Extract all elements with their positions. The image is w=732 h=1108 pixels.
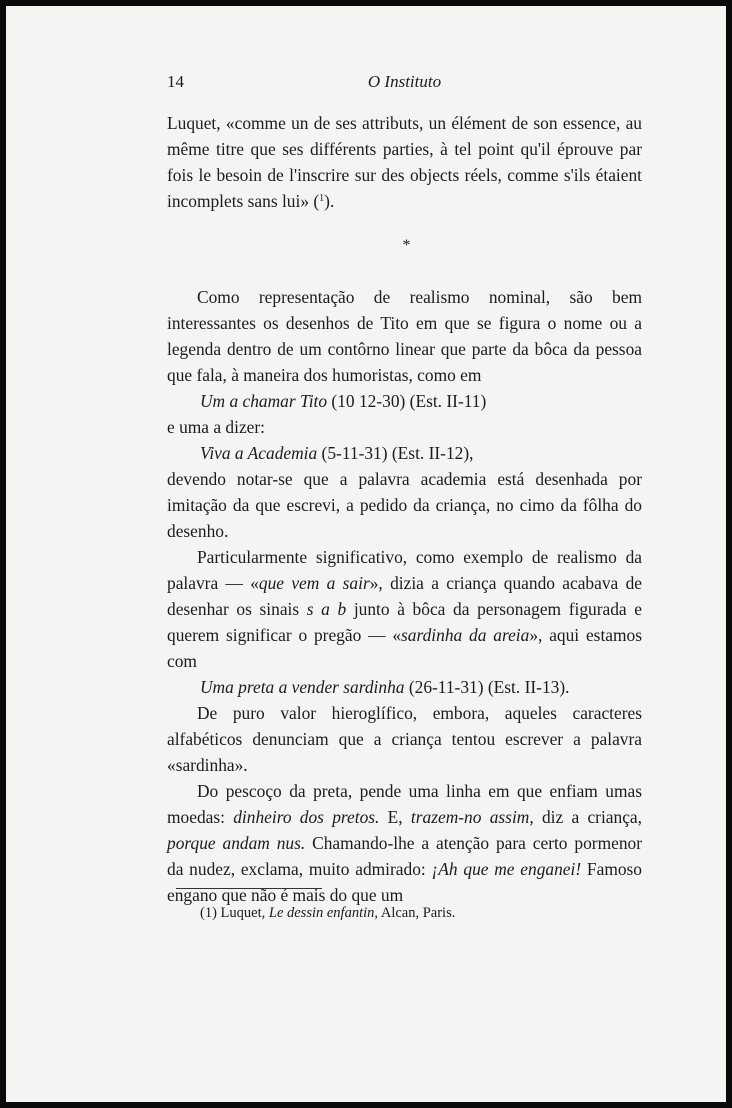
paragraph-hieroglyphic: De puro valor hieroglífico, embora, aqueles caracteres alfabéticos denunciam que a criança tentou escrever a palavra «sardinha». [167,703,642,775]
page-number: 14 [167,72,184,91]
running-title: O Instituto [367,72,442,91]
paragraph-continuation: e uma a dizer: [167,417,266,437]
paragraph-realism-word: Particularmente significativo, como exemplo de realismo da palavra — «que vem a sair», dizia a criança quando acabava de desenhar os sinais s a b junto à bôca da personagem figurada e querem significar o pregão — «sardinha da areia», aqui estamos com [167,547,643,671]
intro-paragraph: Luquet, «comme un de ses attributs, un élément de son essence, au même titre que ses différents parties, à tel point qu'il éprouve par fois le besoin de l'inscrire sur des objects réels, comme s'ils étaient incomplets sans lui» ($^1$). [167,113,642,211]
drawing-reference: Um a chamar Tito (10 12-30) (Est. II-11) [200,391,487,411]
paragraph-realism-nominal: Como representação de realismo nominal, são bem interessantes os desenhos de Tito em que se figura o nome ou a legenda dentro de um contôrno linear que parte da bôca da pessoa que fala, à maneira dos humoristas, como em [167,287,642,385]
section-separator: * [402,237,411,254]
page-body [167,110,642,908]
drawing-reference: Uma preta a vender sardinha (26-11-31) (Est. II-13). [200,677,570,697]
footnote-divider [176,888,322,889]
page-header [167,72,642,96]
footnote: (1) Luquet, Le dessin enfantin, Alcan, Paris. [200,905,456,921]
paragraph-academia: devendo notar-se que a palavra academia está desenhada por imitação da que escrevi, a pedido da criança, no cimo da fôlha do desenho. [167,469,642,541]
footnote-reference[interactable]: 1 [319,193,325,204]
paragraph-necklace: Do pescoço da preta, pende uma linha em que enfiam umas moedas: dinheiro dos pretos. E, trazem-no assim, diz a criança, porque andam nus. Chamando-lhe a atenção para certo pormenor da nudez, exclama, muito admirado: ¡Ah que me enganei! Famoso engano que não é mais do que um [167,781,643,905]
drawing-reference: Viva a Academia (5-11-31) (Est. II-12), [200,443,474,463]
